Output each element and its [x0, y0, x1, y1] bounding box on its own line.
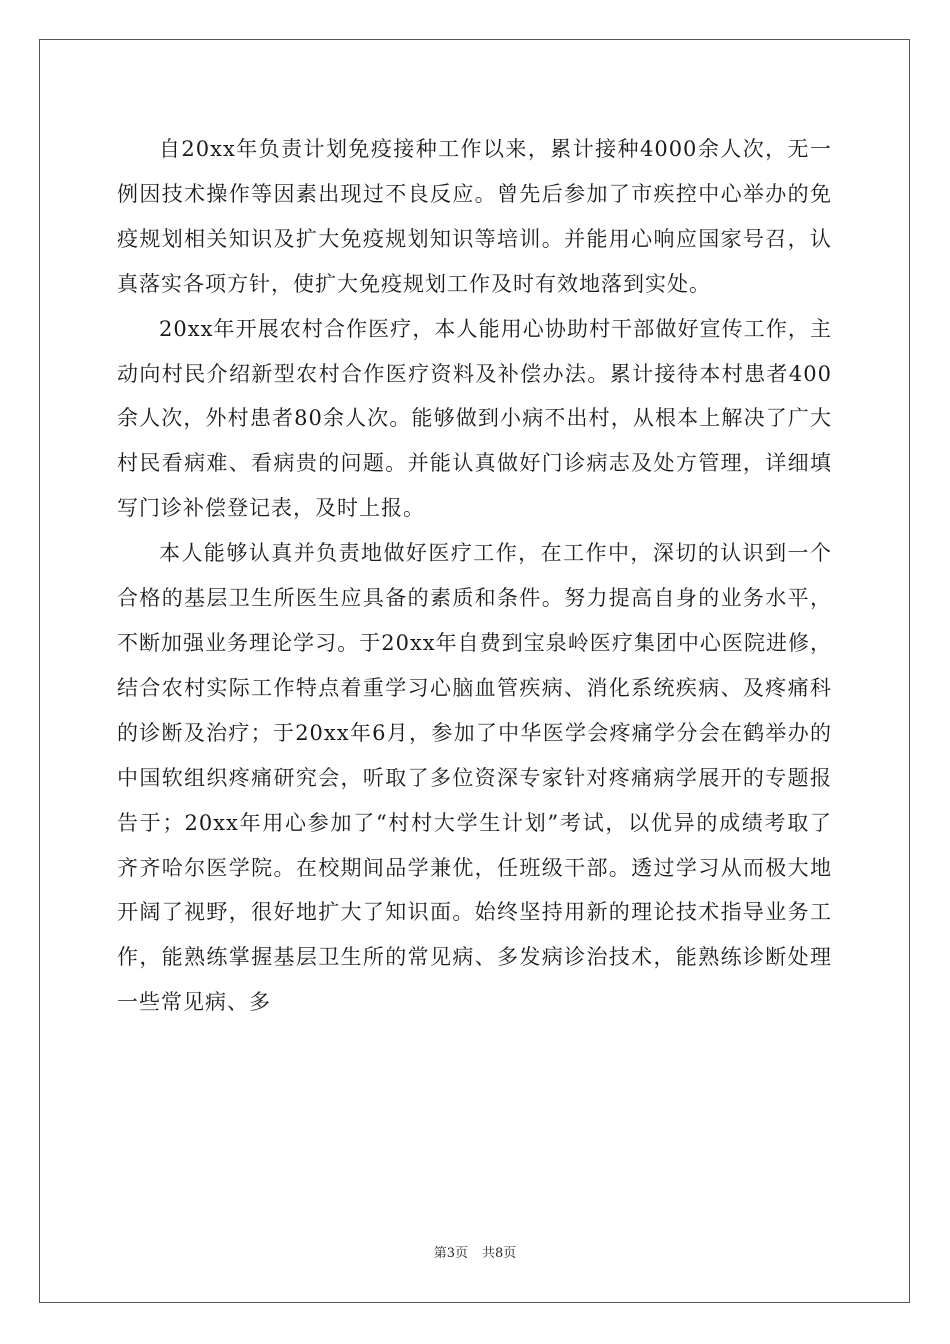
paragraph-immunization: 自20xx年负责计划免疫接种工作以来，累计接种4000余人次，无一例因技术操作等因素出现过不良反应。曾先后参加了市疾控中心举办的免疫规划相关知识及扩大免疫规划知识等培训。并能用心响应国家号召，认真落实各项方针，使扩大免疫规划工作及时有效地落到实处。 — [117, 137, 832, 296]
page-footer — [0, 1245, 950, 1263]
document-body — [117, 127, 832, 1025]
paragraph-medical-work: 本人能够认真并负责地做好医疗工作，在工作中，深切的认识到一个合格的基层卫生所医生应具备的素质和条件。努力提高自身的业务水平，不断加强业务理论学习。于20xx年自费到宝泉岭医疗集团中心医院进修，结合农村实际工作特点着重学习心脑血管疾病、消化系统疾病、及疼痛科的诊断及治疗；于20xx年6月，参加了中华医学会疼痛学分会在鹤举办的中国软组织疼痛研究会，听取了多位资深专家针对疼痛病学展开的专题报告于；20xx年用心参加了“村村大学生计划”考试，以优异的成绩考取了齐齐哈尔医学院。在校期间品学兼优，任班级干部。透过学习从而极大地开阔了视野，很好地扩大了知识面。始终坚持用新的理论技术指导业务工作，能熟练掌握基层卫生所的常见病、多发病诊治技术，能熟练诊断处理一些常见病、多 — [117, 541, 832, 1015]
paragraph-cooperative-medical: 20xx年开展农村合作医疗，本人能用心协助村干部做好宣传工作，主动向村民介绍新型农村合作医疗资料及补偿办法。累计接待本村患者400余人次，外村患者80余人次。能够做到小病不出村，从根本上解决了广大村民看病难、看病贵的问题。并能认真做好门诊病志及处方管理，详细填写门诊补偿登记表，及时上报。 — [117, 316, 832, 521]
page-number: 第3页 — [433, 1246, 468, 1261]
page-total: 共8页 — [482, 1246, 517, 1261]
